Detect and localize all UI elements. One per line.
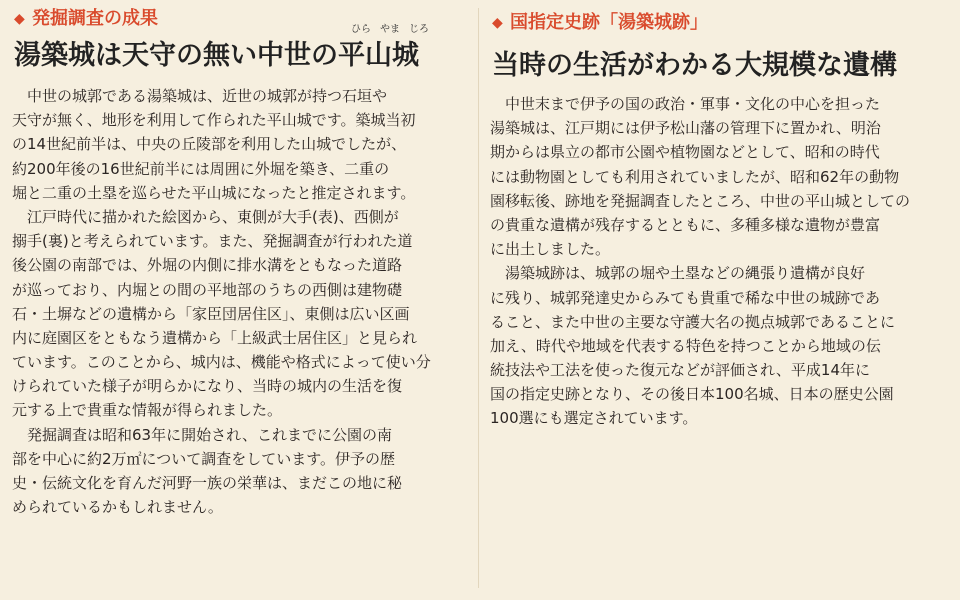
right-body-line: に出土しました。 bbox=[490, 240, 611, 259]
left-body-line: 後公園の南部では、外堀の内側に排水溝をともなった道路 bbox=[12, 256, 403, 275]
left-headline: 湯築城は天守の無い中世の平山城 bbox=[14, 40, 419, 71]
left-body-line: の14世紀前半は、中央の丘陵部を利用した山城でしたが、 bbox=[12, 135, 407, 154]
left-body-line: 搦手(裏)と考えられています。また、発掘調査が行われた道 bbox=[12, 232, 413, 251]
right-body-line: ること、また中世の主要な守護大名の拠点城郭であることに bbox=[490, 312, 896, 331]
left-section-label-text: 発掘調査の成果 bbox=[32, 8, 158, 29]
diamond-icon: ◆ bbox=[492, 15, 503, 31]
left-body-line: が巡っており、内堀との間の平地部のうちの西側は建物礎 bbox=[12, 280, 403, 299]
left-body-line: 石・土塀などの遺構から「家臣団居住区」、東側は広い区画 bbox=[12, 304, 410, 323]
right-body-line: 加え、時代や地域を代表する特色を持つことから地域の伝 bbox=[490, 336, 881, 355]
right-headline: 当時の生活がわかる大規模な遺構 bbox=[492, 50, 897, 81]
column-divider bbox=[478, 8, 479, 588]
ruby-yama: やま bbox=[380, 24, 400, 35]
left-body-line: 元する上で貴重な情報が得られました。 bbox=[12, 401, 283, 420]
right-body-line: 100選にも選定されています。 bbox=[490, 409, 698, 428]
left-body-line: 発掘調査は昭和63年に開始され、これまでに公園の南 bbox=[12, 425, 392, 444]
right-body-line: 中世末まで伊予の国の政治・軍事・文化の中心を担った bbox=[490, 95, 881, 113]
left-body-line: められているかもしれません。 bbox=[12, 498, 223, 517]
right-body-line: の貴重な遺構が残存するとともに、多種多様な遺物が豊富 bbox=[490, 215, 881, 234]
right-body bbox=[490, 92, 910, 431]
left-body-line: 部を中心に約2万㎡について調査をしています。伊予の歴 bbox=[12, 449, 396, 468]
left-body-line: 堀と二重の土塁を巡らせた平山城になったと推定されます。 bbox=[12, 183, 416, 202]
right-body-line: 湯築城は、江戸期には伊予松山藩の管理下に置かれ、明治 bbox=[490, 119, 881, 138]
left-body-line: 中世の城郭である湯築城は、近世の城郭が持つ石垣や bbox=[12, 87, 388, 105]
ruby-jiro: じろ bbox=[409, 24, 429, 35]
right-body-line: 国の指定史跡となり、その後日本100名城、日本の歴史公園 bbox=[490, 385, 894, 404]
right-body-line: 期からは県立の都市公園や植物園などとして、昭和の時代 bbox=[490, 143, 880, 162]
left-body-line: 江戸時代に描かれた絵図から、東側が大手(表)、西側が bbox=[12, 207, 399, 226]
right-section-label-text: 国指定史跡「湯築城跡」 bbox=[510, 12, 708, 33]
left-body-line: 内に庭園区をともなう遺構から「上級武士居住区」と見られ bbox=[12, 328, 418, 347]
left-body-line: 天守が無く、地形を利用して作られた平山城です。築城当初 bbox=[12, 111, 416, 130]
ruby-hira: ひら bbox=[351, 24, 371, 35]
right-body-line: に残り、城郭発達史からみても貴重で稀な中世の城跡であ bbox=[490, 288, 881, 307]
right-body-line: 統技法や工法を使った復元などが評価され、平成14年に bbox=[490, 361, 870, 380]
right-section-label bbox=[492, 12, 708, 34]
right-body-line: 園移転後、跡地を発掘調査したところ、中世の平山城としての bbox=[490, 191, 911, 210]
left-body bbox=[12, 84, 431, 519]
right-body-line: 湯築城跡は、城郭の堀や土塁などの縄張り遺構が良好 bbox=[490, 264, 866, 283]
left-body-line: 約200年後の16世紀前半には周囲に外堀を築き、二重の bbox=[12, 159, 390, 178]
left-body-line: 史・伝統文化を育んだ河野一族の栄華は、まだこの地に秘 bbox=[12, 474, 403, 492]
diamond-icon: ◆ bbox=[14, 11, 25, 27]
right-body-line: には動物園としても利用されていましたが、昭和62年の動物 bbox=[490, 167, 900, 186]
left-body-line: ています。このことから、城内は、機能や格式によって使い分 bbox=[12, 353, 431, 372]
left-section-label bbox=[14, 8, 158, 30]
left-body-line: けられていた様子が明らかになり、当時の城内の生活を復 bbox=[12, 377, 403, 396]
